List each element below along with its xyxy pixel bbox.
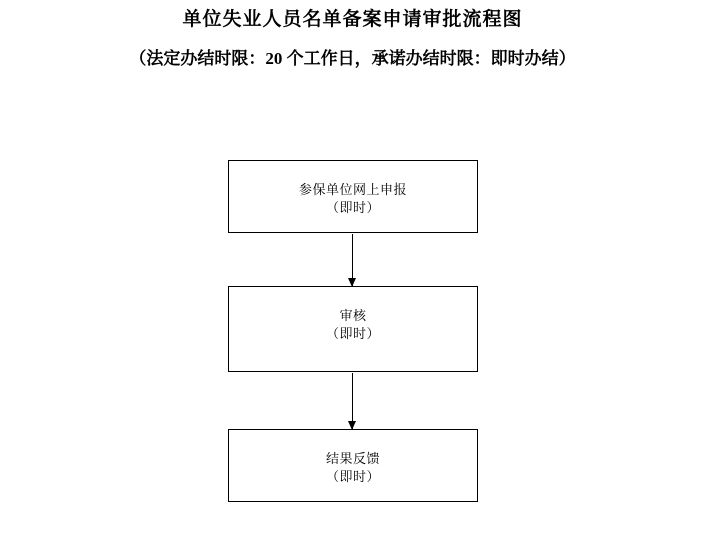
page-title: 单位失业人员名单备案申请审批流程图 <box>182 9 523 30</box>
flow-node-label: 审核 <box>339 308 367 323</box>
down-arrow-icon <box>352 234 353 286</box>
flow-node-label: 参保单位网上申报 <box>298 182 407 197</box>
flow-node-application <box>228 160 478 233</box>
flowchart-page <box>0 6 705 538</box>
page-subtitle: （法定办结时限：20 个工作日，承诺办结时限：即时办结） <box>129 49 576 68</box>
flow-node-duration: （即时） <box>325 200 380 215</box>
down-arrow-icon <box>352 373 353 429</box>
flow-node-result-feedback <box>228 429 478 502</box>
flow-node-duration: （即时） <box>325 469 380 484</box>
flow-node-label: 结果反馈 <box>325 451 380 466</box>
flow-node-review <box>228 286 478 372</box>
flow-node-duration: （即时） <box>325 326 380 341</box>
